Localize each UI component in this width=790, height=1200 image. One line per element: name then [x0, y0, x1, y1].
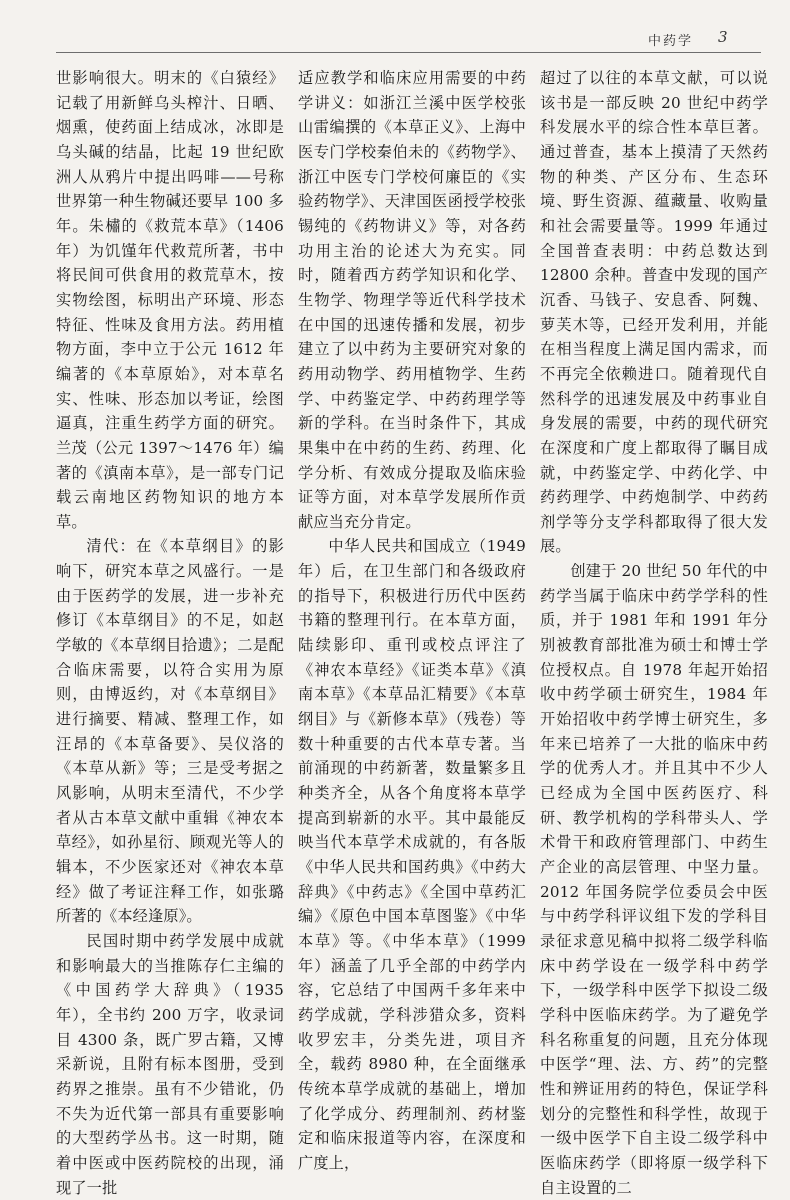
paragraph: 世影响很大。明末的《白猿经》记载了用新鲜乌头榨汁、日晒、烟熏，使药面上结成冰，冰即是乌头碱的结晶，比起 19 世纪欧洲人从鸦片中提出吗啡——号称世界第一种生物碱还要早 100 多年。朱橚的《救荒本草》（1406 年）为饥馑年代救荒所著，书中将民间可供食用的救荒草木，按实物绘图，标明出产环境、形态特征、性味及食用方法。药用植物方面，李中立于公元 1612 年编著的《本草原始》，对本草名实、性味、形态加以考证，绘图逼真，注重生药学方面的研究。兰茂（公元 1397～1476 年）编著的《滇南本草》，是一部专门记载云南地区药物知识的地方本草。 [56, 69, 284, 531]
text-column-1 [56, 66, 284, 1197]
paragraph: 超过了以往的本草文献，可以说该书是一部反映 20 世纪中药学科发展水平的综合性本草巨著。通过普查，基本上摸清了天然药物的种类、产区分布、生态环境、野生资源、蕴藏量、收购量和社会需要量等。1999 年通过全国普查表明：中药总数达到 12800 余种。普查中发现的国产沉香、马钱子、安息香、阿魏、萝芙木等，已经开发利用，并能在相当程度上满足国内需求，而不再完全依赖进口。随着现代自然科学的迅速发展及中药事业自身发展的需要，中药的现代研究在深度和广度上都取得了瞩目成就，中药鉴定学、中药化学、中药药理学、中药炮制学、中药药剂学等分支学科都取得了很大发展。 [540, 69, 768, 556]
text-column-3 [540, 66, 768, 1197]
page-header [0, 0, 790, 54]
paragraph: 创建于 20 世纪 50 年代的中药学当属于临床中药学学科的性质，并于 1981 年和 1991 年分别被教育部批准为硕士和博士学位授权点。自 1978 年起开始招收中药学硕士研究生，1984 年开始招收中药学博士研究生，多年来已培养了一大批的临床中药学的优秀人才。并且其中不少人已经成为全国中医药医疗、科研、教学机构的学科带头人、学术骨干和政府管理部门、中药生产企业的高层管理、中坚力量。2012 年国务院学位委员会中医与中药学科评议组下发的学科目录征求意见稿中拟将二级学科临床中药学设在一级学科中药学下，一级学科中医学下拟设二级学科中医临床药学。为了避免学科名称重复的问题，且充分体现中医学“理、法、方、药”的完整性和辨证用药的特色，保证学科划分的完整性和科学性，故现于一级中医学下自主设二级学科中医临床药学（即将原一级学科下自主设置的二 [540, 562, 768, 1197]
page-number: 3 [718, 28, 728, 46]
paragraph: 中华人民共和国成立（1949 年）后，在卫生部门和各级政府的指导下，积极进行历代中医药书籍的整理刊行。在本草方面，陆续影印、重刊或校点评注了《神农本草经》《证类本草》《滇南本草》《本草品汇精要》《本草纲目》与《新修本草》（残卷）等数十种重要的古代本草专著。当前涌现的中药新著，数量繁多且种类齐全，从各个角度将本草学提高到崭新的水平。其中最能反映当代本草学术成就的，有各版《中华人民共和国药典》《中药大辞典》《中药志》《全国中草药汇编》《原色中国本草图鉴》《中华本草》等。《中华本草》（1999 年）涵盖了几乎全部的中药学内容，它总结了中国两千多年来中药学成就，学科涉猎众多，资料收罗宏丰，分类先进，项目齐全，载药 8980 种，在全面继承传统本草学成就的基础上，增加了化学成分、药理制剂、药材鉴定和临床报道等内容，在深度和广度上， [298, 537, 526, 1172]
paragraph: 适应教学和临床应用需要的中药学讲义：如浙江兰溪中医学校张山雷编撰的《本草正义》、上海中医专门学校秦伯未的《药物学》、浙江中医专门学校何廉臣的《实验药物学》、天津国医函授学校张锡纯的《药物讲义》等，对各药功用主治的论述大为充实。同时，随着西方药学知识和化学、生物学、物理学等近代科学技术在中国的迅速传播和发展，初步建立了以中药为主要研究对象的药用动物学、药用植物学、生药学、中药鉴定学、中药药理学等新的学科。在当时条件下，其成果集中在中药的生药、药理、化学分析、有效成分提取及临床验证等方面，对本草学发展所作贡献应当充分肯定。 [298, 69, 526, 531]
running-header-title: 中药学 [648, 34, 694, 49]
body-columns [56, 66, 768, 1197]
paragraph: 民国时期中药学发展中成就和影响最大的当推陈存仁主编的《中国药学大辞典》（1935 年），全书约 200 万字，收录词目 4300 条，既广罗古籍，又博采新说，且附有标本图册，受到药界之推崇。虽有不少错讹，仍不失为近代第一部具有重要影响的大型药学丛书。这一时期，随着中医或中医药院校的出现，涌现了一批 [56, 931, 284, 1197]
paragraph: 清代：在《本草纲目》的影响下，研究本草之风盛行。一是由于医药学的发展，进一步补充修订《本草纲目》的不足，如赵学敏的《本草纲目拾遗》；二是配合临床需要，以符合实用为原则，由博返约，对《本草纲目》进行摘要、精减、整理工作，如汪昂的《本草备要》、吴仪洛的《本草从新》等；三是受考据之风影响，从明末至清代，不少学者从古本草文献中重辑《神农本草经》，如孙星衍、顾观光等人的辑本，不少医家还对《神农本草经》做了考证注释工作，如张璐所著的《本经逢原》。 [56, 537, 284, 926]
header-rule [56, 52, 761, 53]
text-column-2 [298, 66, 526, 1172]
